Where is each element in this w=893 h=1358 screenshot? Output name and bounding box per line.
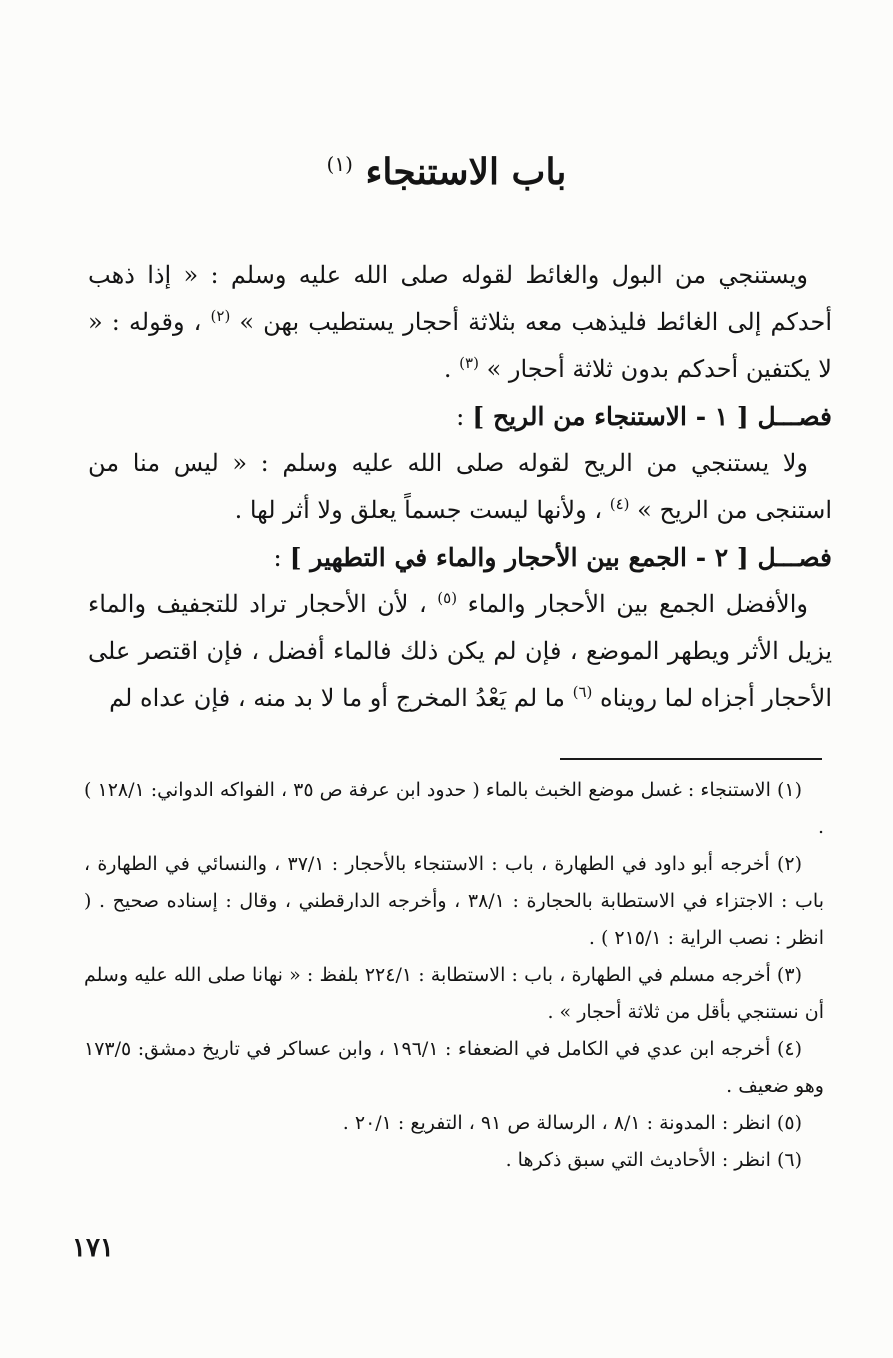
section-heading-1-colon: : (456, 402, 465, 431)
section-heading-2-text: فصـــل [ ٢ - الجمع بين الأحجار والماء في التطهير ] (289, 543, 832, 572)
paragraph-3-text-a: والأفضل الجمع بين الأحجار والماء (467, 590, 808, 618)
paragraph-2 (88, 440, 832, 534)
paragraph-3-text-c: ما لم يَعْدُ المخرج أو ما لا بد منه ، فإن عداه لم (109, 684, 565, 712)
paragraph-1-text-c: . (443, 355, 452, 383)
footnotes (84, 772, 824, 1179)
main-text (88, 252, 832, 722)
footnote-3: (٣) أخرجه مسلم في الطهارة ، باب : الاستطابة : ٢٢٤/١ بلفظ : « نهانا صلى الله عليه وسلم أن نستنجي بأقل من ثلاثة أحجار » . (84, 964, 824, 1023)
footnote-ref-4: (٤) (609, 495, 630, 513)
section-heading-1 (88, 393, 832, 440)
chapter-title (0, 136, 893, 200)
footnote-divider (560, 758, 822, 760)
footnote-ref-3: (٣) (459, 354, 479, 372)
chapter-title-text: باب الاستنجاء (365, 151, 567, 193)
footnote-ref-2: (٢) (210, 307, 231, 325)
paragraph-2-text-b: ، ولأنها ليست جسماً يعلق ولا أثر لها . (234, 496, 603, 524)
page-number: ١٧١ (72, 1233, 114, 1263)
footnote-ref-5: (٥) (437, 589, 458, 607)
paragraph-1-text-a: ويستنجي من البول والغائط لقوله صلى الله عليه وسلم : « إذا ذهب أحدكم إلى الغائط فليذهب معه بثلاثة أحجار يستطيب بهن » (88, 261, 832, 336)
paragraph-3 (88, 581, 832, 722)
footnote-1: (١) الاستنجاء : غسل موضع الخبث بالماء ( حدود ابن عرفة ص ٣٥ ، الفواكه الدواني: ١٢٨/١ ) . (84, 779, 824, 838)
paragraph-1-text-b: ، وقوله : « لا يكتفين أحدكم بدون ثلاثة أحجار » (88, 308, 832, 383)
section-heading-1-text: فصـــل [ ١ - الاستنجاء من الريح ] (472, 402, 832, 431)
paragraph-2-text-a: ولا يستنجي من الريح لقوله صلى الله عليه وسلم : « ليس منا من استنجى من الريح » (88, 449, 832, 524)
footnote-5: (٥) انظر : المدونة : ٨/١ ، الرسالة ص ٩١ ، التفريع : ٢٠/١ . (342, 1112, 802, 1134)
footnote-4: (٤) أخرجه ابن عدي في الكامل في الضعفاء : ١٩٦/١ ، وابن عساكر في تاريخ دمشق: ١٧٣/٥ وهو ضعيف . (84, 1038, 824, 1097)
section-heading-2-colon: : (273, 543, 282, 572)
paragraph-1 (88, 252, 832, 393)
paragraph-3-text-b: ، لأن الأحجار تراد للتجفيف والماء يزيل الأثر ويطهر الموضع ، فإن لم يكن ذلك فالماء أفضل ، فإن اقتصر على الأحجار أجزاه لما رويناه (88, 590, 832, 712)
footnote-ref-6: (٦) (572, 683, 593, 701)
chapter-title-footnote-ref: (١) (326, 152, 353, 176)
footnote-6: (٦) انظر : الأحاديث التي سبق ذكرها . (505, 1149, 802, 1171)
section-heading-2 (88, 534, 832, 581)
footnote-2: (٢) أخرجه أبو داود في الطهارة ، باب : الاستنجاء بالأحجار : ٣٧/١ ، والنسائي في الطهارة ، باب : الاجتزاء في الاستطابة بالحجارة : ٣٨/١ ، وأخرجه الدارقطني ، وقال : إسناده صحيح . ( انظر : نصب الراية : ٢١٥/١ ) . (84, 853, 824, 949)
